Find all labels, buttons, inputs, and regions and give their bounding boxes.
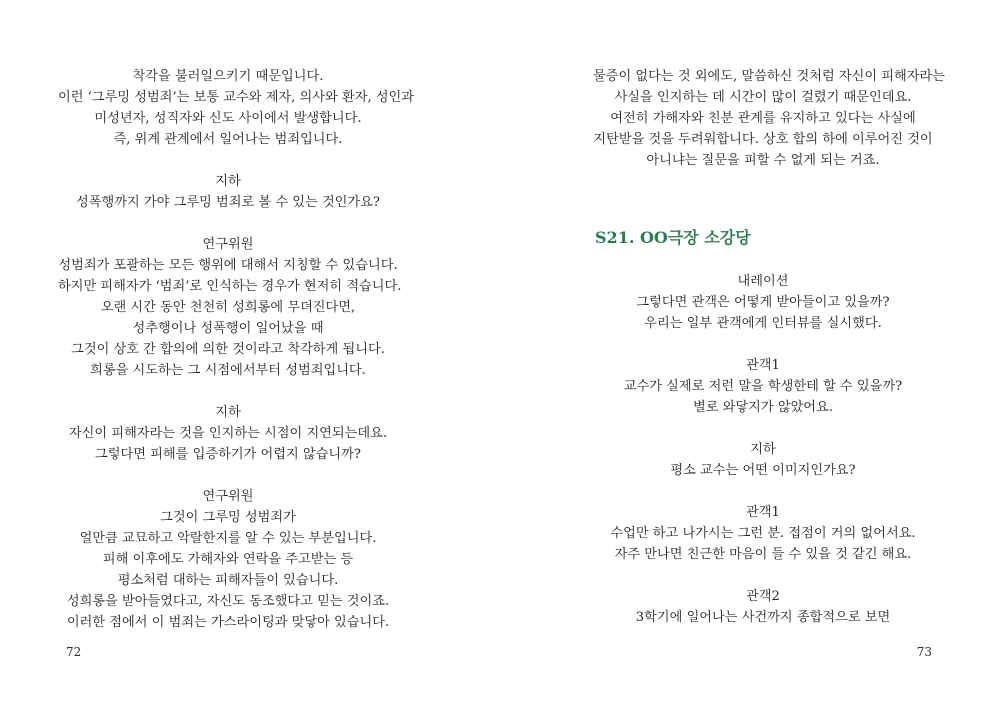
text-line: 우리는 일부 관객에게 인터뷰를 실시했다.	[644, 316, 882, 331]
text-line: 여전히 가해자와 친분 관계를 유지하고 있다는 사실에	[610, 111, 916, 126]
text-line: 피해 이후에도 가해자와 연락을 주고받는 등	[102, 552, 354, 567]
text-line: 희롱을 시도하는 그 시점에서부터 성범죄입니다.	[90, 363, 366, 378]
text-line: 얼만큼 교묘하고 악랄한지를 알 수 있는 부분입니다.	[79, 531, 377, 546]
text-line: 지탄받을 것을 두려워합니다. 상호 합의 하에 이루어진 것이	[593, 132, 933, 147]
page-number-right: 73	[916, 645, 932, 659]
text-line: 아니냐는 질문을 피할 수 없게 되는 거죠.	[646, 153, 880, 168]
speaker-label: 관객1	[746, 358, 780, 373]
text-line: 성범죄가 포괄하는 모든 행위에 대해서 지칭할 수 있습니다.	[58, 258, 398, 273]
text-line: 성폭행까지 가야 그루밍 범죄로 볼 수 있는 것인가요?	[76, 195, 380, 210]
text-line: 성추행이나 성폭행이 일어났을 때	[132, 321, 324, 336]
text-line: 수업만 하고 나가시는 그런 분. 접점이 거의 없어서요.	[610, 526, 916, 541]
text-line: 물증이 없다는 것 외에도, 말씀하신 것처럼 자신이 피해자라는	[593, 69, 946, 84]
speaker-label: 지하	[215, 174, 241, 189]
text-line: 착각을 불러일으키기 때문입니다.	[132, 69, 324, 84]
speaker-label: 연구위원	[202, 237, 254, 252]
text-line: 3학기에 일어나는 사건까지 종합적으로 보면	[635, 610, 891, 625]
text-line: 미성년자, 성직자와 신도 사이에서 발생합니다.	[94, 111, 362, 126]
speaker-label: 관객1	[746, 505, 780, 520]
text-line: 그것이 그루밍 성범죄가	[160, 510, 296, 525]
speaker-label: 지하	[750, 442, 776, 457]
right-page	[500, 0, 1000, 710]
text-line: 이런 ‘그루밍 성범죄’는 보통 교수와 제자, 의사와 환자, 성인과	[58, 90, 415, 105]
text-line: 오랜 시간 동안 천천히 성희롱에 무뎌진다면,	[100, 300, 356, 315]
text-line: 평소처럼 대하는 피해자들이 있습니다.	[117, 573, 339, 588]
right-text-column-bottom	[593, 271, 933, 628]
text-line: 사실을 인지하는 데 시간이 많이 걸렸기 때문인데요.	[614, 90, 912, 105]
text-line: 성희롱을 받아들였다고, 자신도 동조했다고 믿는 것이죠.	[66, 594, 390, 609]
text-line: 자신이 피해자라는 것을 인지하는 시점이 지연되는데요.	[68, 426, 388, 441]
scene-heading: S21. OO극장 소강당	[595, 228, 751, 247]
text-line: 즉, 위계 관계에서 일어나는 범죄입니다.	[113, 132, 343, 147]
text-line: 평소 교수는 어떤 이미지인가요?	[670, 463, 856, 478]
text-line: 별로 와닿지가 않았어요.	[693, 400, 833, 415]
page-number-left: 72	[66, 645, 82, 659]
text-line: 하지만 피해자가 ‘범죄’로 인식하는 경우가 현저히 적습니다.	[58, 279, 402, 294]
text-line: 그것이 상호 간 합의에 의한 것이라고 착각하게 됩니다.	[71, 342, 385, 357]
speaker-label: 관객2	[746, 589, 780, 604]
left-text-column	[58, 66, 415, 633]
speaker-label: 지하	[215, 405, 241, 420]
text-line: 그렇다면 관객은 어떻게 받아들이고 있을까?	[636, 295, 890, 310]
text-line: 교수가 실제로 저런 말을 학생한테 할 수 있을까?	[623, 379, 903, 394]
text-line: 그렇다면 피해를 입증하기가 어렵지 않습니까?	[95, 447, 361, 462]
speaker-label: 내레이션	[737, 274, 789, 289]
right-text-column-top	[593, 66, 946, 171]
speaker-label: 연구위원	[202, 489, 254, 504]
text-line: 자주 만나면 친근한 마음이 들 수 있을 것 같긴 해요.	[614, 547, 912, 562]
text-line: 이러한 점에서 이 범죄는 가스라이팅과 맞닿아 있습니다.	[66, 615, 390, 630]
